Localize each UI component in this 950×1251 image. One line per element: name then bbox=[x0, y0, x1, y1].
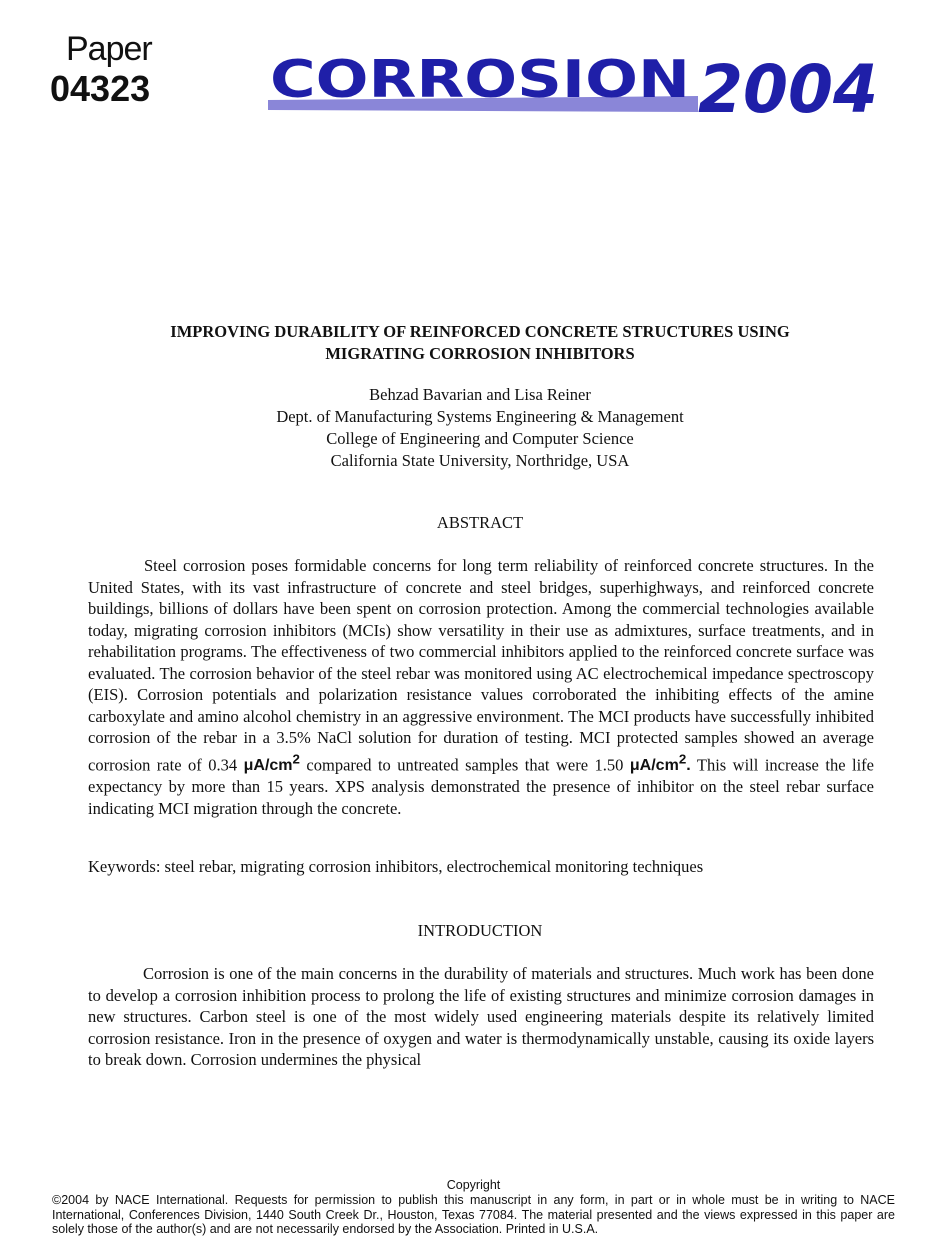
abstract-text-2: compared to untreated samples that were 1.50 bbox=[299, 754, 630, 774]
author-college: College of Engineering and Computer Science bbox=[326, 429, 634, 448]
title-line-1: IMPROVING DURABILITY OF REINFORCED CONCRETE STRUCTURES USING bbox=[170, 322, 790, 341]
copyright-footer bbox=[52, 1178, 895, 1237]
abstract-paragraph bbox=[88, 555, 874, 819]
logo-year-text: 2004 bbox=[698, 51, 878, 128]
unit-microamp-2: $\mu A/cm^2$. bbox=[629, 751, 691, 774]
abstract-text-1: Steel corrosion poses formidable concerns for long term reliability of reinforced concrete structures. In the United States, with its vast infrastructure of concrete and steel bridges, superhighways, and reinforced concrete buildings, billions of dollars have been spent on corrosion protection. Among the commercial technologies available today, migrating corrosion inhibitors (MCIs) show versatility in their use as admixtures, surface treatments, and in rehabilitation programs. The effectiveness of two commercial inhibitors applied to the reinforced concrete surface was evaluated. The corrosion behavior of the steel rebar was monitored using AC electrochemical impedance spectroscopy (EIS). Corrosion potentials and polarization resistance values corroborated the inhibiting effects of the amine carboxylate and amino alcohol chemistry in an aggressive environment. The MCI products have successfully inhibited corrosion of the rebar in a 3.5% NaCl solution for duration of testing. MCI protected samples showed an average corrosion rate of 0.34 bbox=[88, 556, 874, 774]
copyright-label: Copyright bbox=[446, 1178, 501, 1192]
author-department: Dept. of Manufacturing Systems Engineering & Management bbox=[276, 407, 684, 426]
introduction-heading: INTRODUCTION bbox=[417, 921, 543, 940]
author-names: Behzad Bavarian and Lisa Reiner bbox=[369, 385, 591, 404]
logo-corrosion-text: CORROSION bbox=[270, 50, 690, 110]
abstract-text-3: This will increase the life expectancy by more than 15 years. XPS analysis demonstrated the presence of inhibitor on the steel rebar surface indicating MCI migration through the concrete. bbox=[88, 754, 874, 818]
paper-title bbox=[90, 321, 870, 365]
copyright-text: ©2004 by NACE International. Requests for permission to publish this manuscript in any form, in part or in whole must be in writing to NACE International, Conferences Division, 1440 South Creek Dr., Houston, Texas 77084. The material presented and the views expressed in this paper are solely those of the author(s) and are not necessarily endorsed by the Association. Printed in U.S.A. bbox=[52, 1192, 895, 1237]
paper-word: Paper bbox=[66, 30, 152, 68]
keywords: Keywords: steel rebar, migrating corrosion inhibitors, electrochemical monitoring techniques bbox=[88, 857, 704, 876]
title-line-2: MIGRATING CORROSION INHIBITORS bbox=[325, 344, 635, 363]
abstract-heading: ABSTRACT bbox=[436, 513, 524, 532]
unit-microamp-1: $\mu A/cm^2$ bbox=[243, 751, 300, 774]
introduction-paragraph: Corrosion is one of the main concerns in the durability of materials and structures. Much work has been done to develop a corrosion inhibition process to prolong the life of existing structures and minimize corrosion damages in new structures. Carbon steel is one of the most widely used engineering materials despite its relatively limited corrosion resistance. Iron in the presence of oxygen and water is thermodynamically unstable, causing its oxide layers to break down. Corrosion undermines the physical bbox=[88, 964, 874, 1069]
author-block bbox=[90, 384, 870, 472]
paper-label bbox=[50, 30, 200, 110]
author-university: California State University, Northridge, USA bbox=[330, 451, 630, 470]
paper-number: 04323 bbox=[50, 68, 151, 109]
corrosion-2004-logo bbox=[268, 40, 888, 130]
